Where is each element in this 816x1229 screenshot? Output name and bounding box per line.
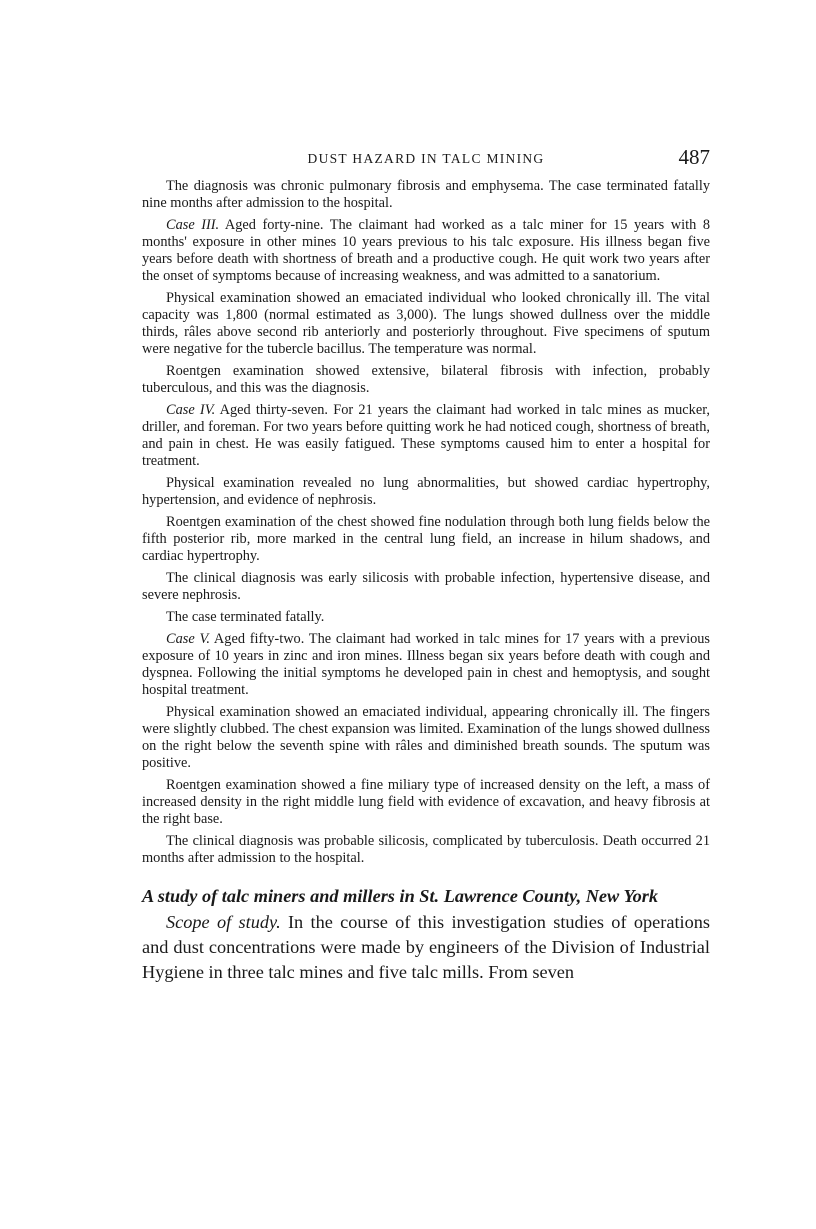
paragraph-case-v-physical: Physical examination showed an emaciated individual, appearing chronically ill. The fingers were slightly clubbed. The chest expansion was limited. Examination of the lungs showed dullness on the right below the seventh spine with râles and diminished breath sounds. The sputum was positive.	[142, 704, 710, 771]
section-heading: A study of talc miners and millers in St. Lawrence County, New York	[142, 886, 658, 906]
paragraph-scope-of-study	[142, 910, 710, 985]
case-iii-label: Case III.	[166, 217, 220, 233]
running-title: DUST HAZARD IN TALC MINING	[307, 151, 545, 166]
paragraph-case-v-roentgen: Roentgen examination showed a fine miliary type of increased density on the left, a mass of increased density in the right middle lung field with evidence of excavation, and heavy fibrosis at the right base.	[142, 777, 710, 827]
case-iii-text: Aged forty-nine. The claimant had worked as a talc miner for 15 years with 8 months' exposure in other mines 10 years previous to his talc exposure. His illness began five years before death with shortness of breath and a productive cough. He quit work two years after the onset of symptoms because of increasing weakness, and was admitted to a sanatorium.	[142, 217, 710, 284]
paragraph-case-iv-history	[142, 402, 710, 470]
page-number: 487	[678, 145, 710, 169]
paragraph-case-v-history	[142, 631, 710, 699]
paragraph-diagnosis-case-ii: The diagnosis was chronic pulmonary fibrosis and emphysema. The case terminated fatally nine months after admission to the hospital.	[142, 178, 710, 211]
paragraph-case-iv-roentgen: Roentgen examination of the chest showed fine nodulation through both lung fields below the fifth posterior rib, more marked in the central lung field, an increase in hilum shadows, and cardiac hypertrophy.	[142, 514, 710, 564]
scope-section	[142, 910, 710, 985]
paragraph-case-iii-roentgen: Roentgen examination showed extensive, bilateral fibrosis with infection, probably tuberculous, and this was the diagnosis.	[142, 363, 710, 396]
case-reports	[142, 178, 710, 867]
paragraph-case-v-diagnosis: The clinical diagnosis was probable silicosis, complicated by tuberculosis. Death occurred 21 months after admission to the hospital.	[142, 833, 710, 866]
paragraph-case-iv-diagnosis: The clinical diagnosis was early silicosis with probable infection, hypertensive disease, and severe nephrosis.	[142, 570, 710, 603]
document-page	[142, 144, 710, 985]
paragraph-case-iv-outcome: The case terminated fatally.	[166, 609, 325, 625]
paragraph-case-iv-physical: Physical examination revealed no lung abnormalities, but showed cardiac hypertrophy, hypertension, and evidence of nephrosis.	[142, 475, 710, 508]
scope-text: In the course of this investigation studies of operations and dust concentrations were made by engineers of the Division of Industrial Hygiene in three talc mines and five talc mills. From seven	[142, 912, 710, 982]
case-v-text: Aged fifty-two. The claimant had worked in talc mines for 17 years with a previous exposure of 10 years in zinc and iron mines. Illness began six years before death with cough and dyspnea. Following the initial symptoms he developed pain in chest and hemoptysis, and sought hospital treatment.	[142, 631, 710, 698]
case-iv-label: Case IV.	[166, 402, 216, 418]
running-header	[142, 144, 710, 178]
scope-label: Scope of study.	[166, 912, 281, 932]
case-v-label: Case V.	[166, 631, 210, 647]
paragraph-case-iii-history	[142, 217, 710, 285]
paragraph-case-iii-physical: Physical examination showed an emaciated individual who looked chronically ill. The vital capacity was 1,800 (normal estimated as 3,000). The lungs showed dullness over the middle thirds, râles above second rib anteriorly and posteriorly throughout. Five specimens of sputum were negative for the tubercle bacillus. The temperature was normal.	[142, 290, 710, 357]
case-iv-text: Aged thirty-seven. For 21 years the claimant had worked in talc mines as mucker, driller, and foreman. For two years before quitting work he had noticed cough, shortness of breath, and pain in chest. He was easily fatigued. These symptoms caused him to enter a hospital for treatment.	[142, 402, 710, 469]
